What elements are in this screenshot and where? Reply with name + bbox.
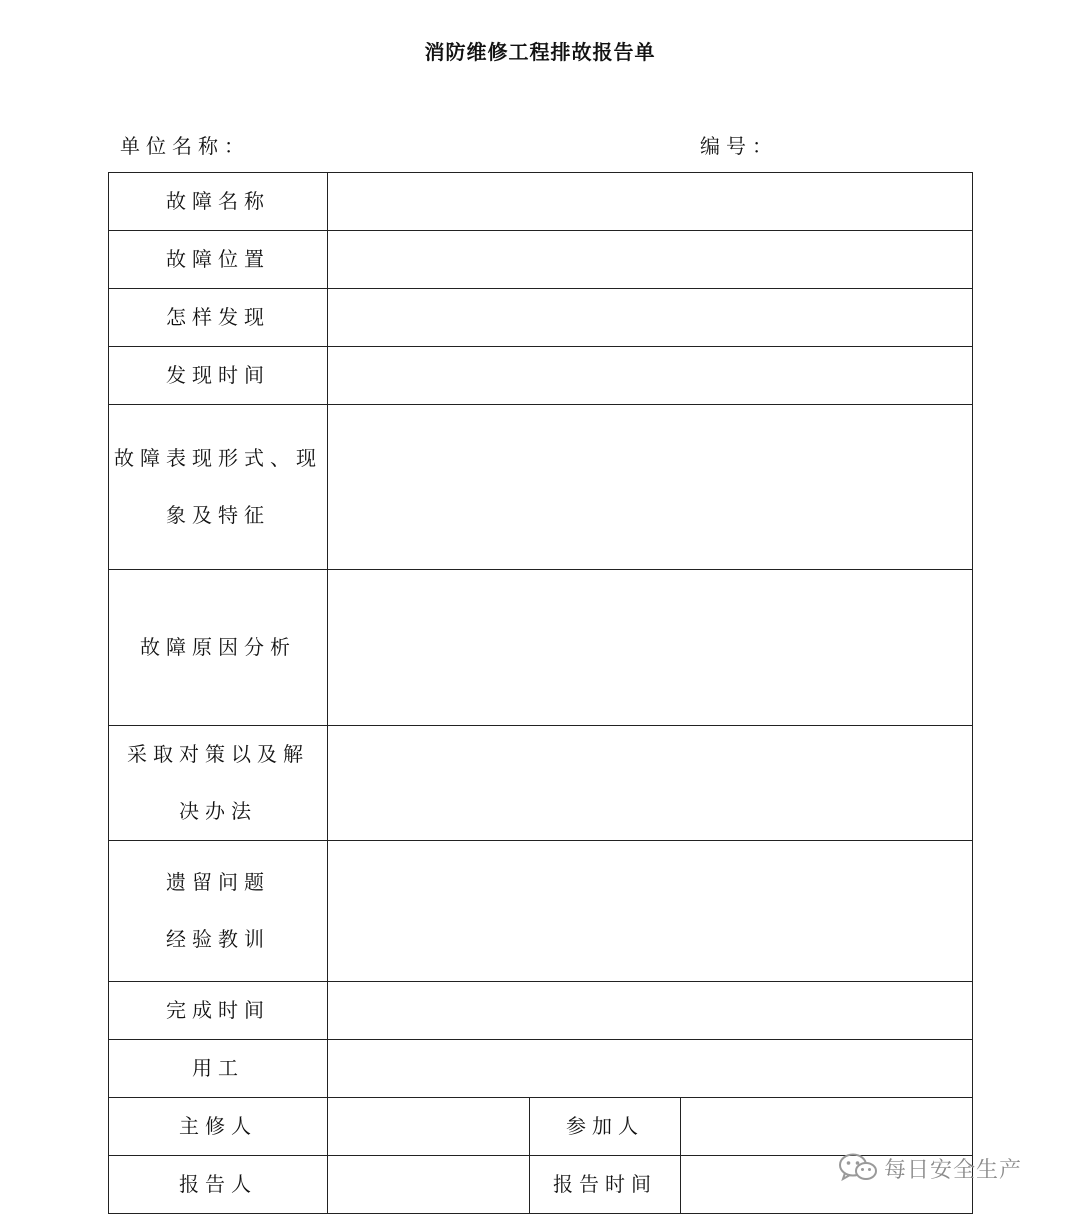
participants-field[interactable] [681, 1098, 973, 1156]
labor-label: 用工 [109, 1040, 328, 1098]
table-row [109, 231, 973, 289]
table-row [109, 289, 973, 347]
found-time-label: 发现时间 [109, 347, 328, 405]
cause-analysis-field[interactable] [328, 570, 973, 726]
table-row [109, 347, 973, 405]
fault-form-label-line2: 象及特征 [166, 503, 270, 527]
fault-name-label: 故障名称 [109, 173, 328, 231]
fault-form-label-line1: 故障表现形式、现 [114, 446, 322, 470]
watermark [838, 1152, 1022, 1184]
measures-field[interactable] [328, 726, 973, 841]
table-row [109, 1040, 973, 1098]
table-row [109, 841, 973, 982]
serial-number-label: 编号： [700, 134, 778, 158]
fault-location-field[interactable] [328, 231, 973, 289]
how-found-field[interactable] [328, 289, 973, 347]
reporter-label: 报告人 [109, 1156, 328, 1214]
remaining-issues-field[interactable] [328, 841, 973, 982]
found-time-field[interactable] [328, 347, 973, 405]
fault-location-label: 故障位置 [109, 231, 328, 289]
participants-label: 参加人 [530, 1098, 681, 1156]
measures-label-line2: 决办法 [179, 799, 257, 823]
remaining-issues-label-line2: 经验教训 [166, 927, 270, 951]
watermark-text: 每日安全生产 [884, 1157, 1023, 1183]
how-found-label: 怎样发现 [109, 289, 328, 347]
table-row [109, 726, 973, 841]
table-row [109, 1098, 973, 1156]
fault-name-field[interactable] [328, 173, 973, 231]
labor-field[interactable] [328, 1040, 973, 1098]
main-repairer-field[interactable] [328, 1098, 530, 1156]
reporter-field[interactable] [328, 1156, 530, 1214]
table-row [109, 570, 973, 726]
form-title: 消防维修工程排故报告单 [424, 40, 656, 64]
table-row [109, 173, 973, 231]
complete-time-field[interactable] [328, 982, 973, 1040]
measures-label [109, 726, 328, 841]
wechat-icon [838, 1152, 878, 1184]
table-row [109, 982, 973, 1040]
report-time-label: 报告时间 [530, 1156, 681, 1214]
remaining-issues-label-line1: 遗留问题 [166, 870, 270, 894]
fault-form-label [109, 405, 328, 570]
remaining-issues-label [109, 841, 328, 982]
report-form-table [108, 172, 973, 1214]
complete-time-label: 完成时间 [109, 982, 328, 1040]
fault-form-field[interactable] [328, 405, 973, 570]
measures-label-line1: 采取对策以及解 [127, 742, 309, 766]
cause-analysis-label: 故障原因分析 [109, 570, 328, 726]
main-repairer-label: 主修人 [109, 1098, 328, 1156]
unit-name-label: 单位名称： [120, 134, 250, 158]
table-row [109, 405, 973, 570]
